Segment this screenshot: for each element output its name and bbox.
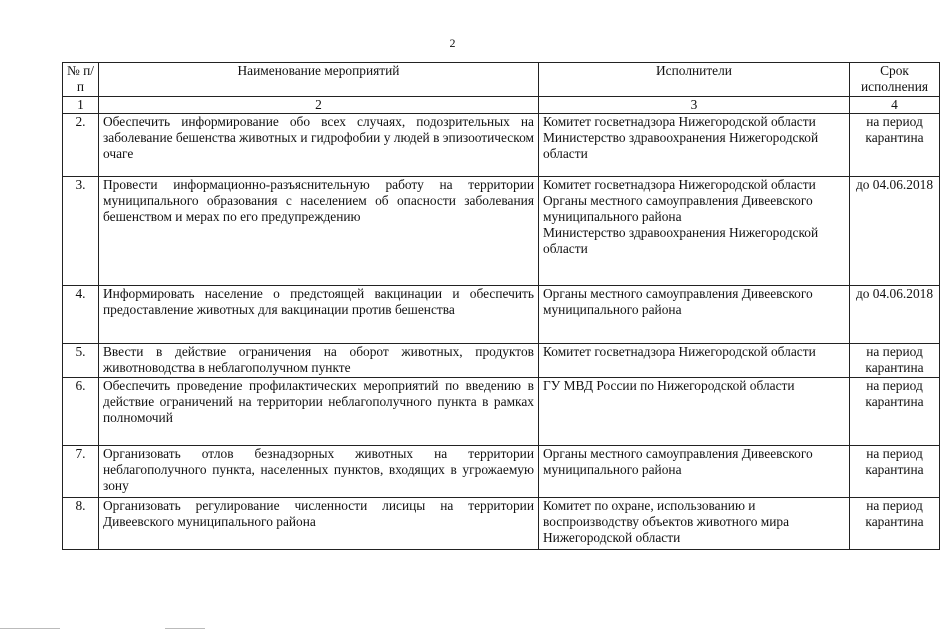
column-number-row xyxy=(63,97,940,114)
measure-name: Провести информационно-разъяснительную работу на территории муниципального образования с населением об опасности заболевания бешенством и мерах по его предупреждению xyxy=(99,177,539,286)
executor: Органы местного самоуправления Дивеевского муниципального района xyxy=(543,193,813,224)
header-executors: Исполнители xyxy=(539,63,850,97)
measure-name: Обеспечить проведение профилактических мероприятий по введению в действие ограничений на территории неблагополучного пункта в рамках полномочий xyxy=(99,378,539,446)
deadline: до 04.06.2018 xyxy=(850,286,940,344)
row-number: 4. xyxy=(63,286,99,344)
header-deadline: Срок исполнения xyxy=(850,63,940,97)
measures-table xyxy=(62,62,940,550)
measure-name: Информировать население о предстоящей вакцинации и обеспечить предоставление животных для вакцинации против бешенства xyxy=(99,286,539,344)
table-row xyxy=(63,498,940,550)
row-number: 3. xyxy=(63,177,99,286)
table-row xyxy=(63,177,940,286)
measure-name: Ввести в действие ограничения на оборот животных, продуктов животноводства в неблагополучном пункте xyxy=(99,344,539,378)
header-num: № п/п xyxy=(63,63,99,97)
row-number: 6. xyxy=(63,378,99,446)
page-number: 2 xyxy=(449,36,456,50)
scan-artifact xyxy=(0,628,60,629)
executor: Комитет по охране, использованию и воспроизводству объектов животного мира Нижегородской области xyxy=(543,498,790,545)
measure-name: Обеспечить информирование обо всех случаях, подозрительных на заболевание бешенства животных и гидрофобии у людей в эпизоотическом очаге xyxy=(99,114,539,177)
table-row xyxy=(63,114,940,177)
deadline: на период карантина xyxy=(850,446,940,498)
executors-cell xyxy=(539,344,850,378)
measure-name: Организовать регулирование численности лисицы на территории Дивеевского муниципального района xyxy=(99,498,539,550)
executors-cell xyxy=(539,498,850,550)
scan-artifact xyxy=(165,628,205,629)
column-number: 2 xyxy=(99,97,539,114)
column-number: 1 xyxy=(63,97,99,114)
row-number: 8. xyxy=(63,498,99,550)
table-row xyxy=(63,344,940,378)
executors-cell xyxy=(539,378,850,446)
executor: Комитет госветнадзора Нижегородской области xyxy=(543,114,816,129)
executor: Комитет госветнадзора Нижегородской области xyxy=(543,177,816,192)
deadline: до 04.06.2018 xyxy=(850,177,940,286)
column-number: 3 xyxy=(539,97,850,114)
deadline: на период карантина xyxy=(850,498,940,550)
measure-name: Организовать отлов безнадзорных животных на территории неблагополучного пункта, населенных пунктов, входящих в угрожаемую зону xyxy=(99,446,539,498)
table-row xyxy=(63,378,940,446)
table-header-row xyxy=(63,63,940,97)
executor: Органы местного самоуправления Дивеевского муниципального района xyxy=(543,446,813,477)
row-number: 7. xyxy=(63,446,99,498)
executor: Органы местного самоуправления Дивеевского муниципального района xyxy=(543,286,813,317)
executor: Министерство здравоохранения Нижегородской области xyxy=(543,225,819,256)
executors-cell xyxy=(539,286,850,344)
executor: Министерство здравоохранения Нижегородской области xyxy=(543,130,819,161)
executor: Комитет госветнадзора Нижегородской области xyxy=(543,344,816,359)
row-number: 5. xyxy=(63,344,99,378)
deadline: на период карантина xyxy=(850,378,940,446)
executors-cell xyxy=(539,446,850,498)
table-row xyxy=(63,446,940,498)
table-row xyxy=(63,286,940,344)
executor: ГУ МВД России по Нижегородской области xyxy=(543,378,795,393)
deadline: на период карантина xyxy=(850,114,940,177)
row-number: 2. xyxy=(63,114,99,177)
executors-cell xyxy=(539,114,850,177)
column-number: 4 xyxy=(850,97,940,114)
deadline: на период карантина xyxy=(850,344,940,378)
header-name: Наименование мероприятий xyxy=(99,63,539,97)
executors-cell xyxy=(539,177,850,286)
